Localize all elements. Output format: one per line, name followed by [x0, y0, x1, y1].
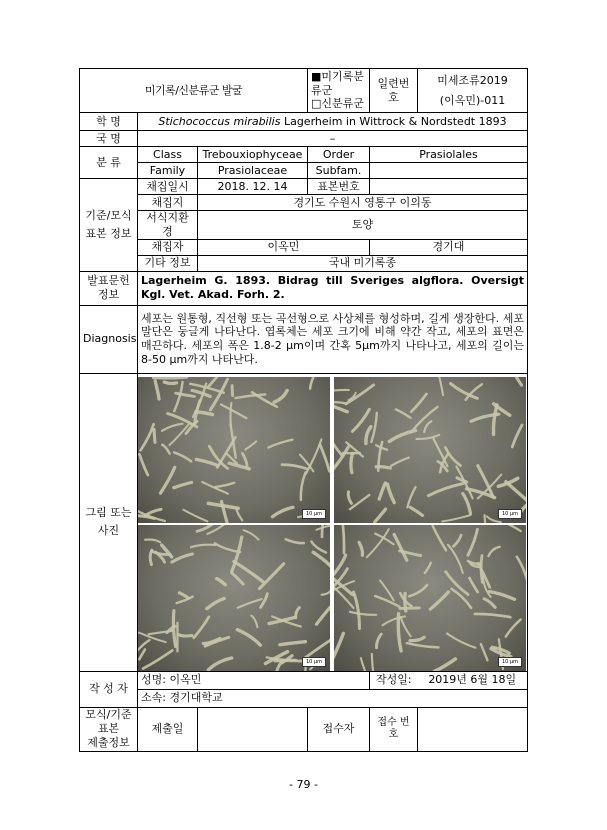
algal-cell — [221, 404, 246, 418]
algal-cell — [351, 453, 353, 472]
algal-cell — [238, 599, 262, 608]
algal-cell — [506, 482, 526, 506]
new-taxon-check: □신분류군 — [311, 97, 364, 111]
algal-cell — [282, 465, 307, 469]
etc-info-label: 기타 정보 — [138, 255, 198, 271]
algal-cell — [208, 503, 238, 508]
specimen-form — [79, 68, 527, 752]
algal-cell — [232, 573, 243, 584]
algal-cell — [139, 454, 147, 475]
page-number: - 79 - — [289, 778, 318, 791]
collection-site-value: 경기도 수원시 영통구 이의동 — [198, 195, 528, 211]
scale-bar-1: 10 μm — [302, 509, 326, 519]
scale-bar-3: 10 μm — [302, 657, 326, 667]
algal-cell — [405, 594, 406, 611]
algal-cell — [161, 467, 175, 493]
algal-cell — [409, 585, 427, 596]
algal-cell — [154, 429, 155, 442]
algal-cell — [173, 611, 175, 647]
algal-cell — [162, 445, 169, 454]
algal-cell — [244, 530, 259, 539]
algal-cell — [394, 534, 407, 560]
algal-cell — [484, 599, 495, 608]
algal-cell — [379, 483, 385, 499]
algal-cell — [447, 634, 475, 648]
algal-cell — [155, 381, 159, 399]
algal-cell — [442, 515, 470, 521]
algal-cell — [342, 525, 344, 553]
algal-cell — [276, 661, 283, 671]
algal-cell — [485, 515, 486, 523]
algal-cell — [428, 483, 463, 495]
algal-cell — [141, 424, 154, 450]
algal-cell — [174, 452, 191, 461]
receipt-no-label: 접수 번호 — [370, 707, 418, 751]
collection-date-label: 채집일시 — [138, 179, 198, 195]
korean-name-label: 국 명 — [80, 131, 138, 147]
algal-cell — [334, 555, 346, 574]
algal-cell — [217, 579, 225, 585]
collection-date-value: 2018. 12. 14 — [198, 179, 308, 195]
algal-cell — [468, 529, 477, 555]
algal-cell — [489, 592, 514, 600]
micrograph-1 — [138, 377, 330, 523]
algal-cell — [316, 606, 330, 624]
algal-cell — [208, 658, 231, 670]
genus-species: Stichococcus mirabilis — [158, 114, 281, 128]
scale-bar-4: 10 μm — [498, 657, 522, 667]
algal-cell — [153, 377, 187, 378]
scientific-name-label: 학 명 — [80, 113, 138, 131]
algal-cell — [191, 545, 216, 547]
receipt-no-value — [418, 707, 528, 751]
algal-cell — [272, 507, 293, 516]
algal-cell — [448, 545, 463, 573]
collector-label: 채집자 — [138, 239, 198, 255]
algal-cell — [280, 642, 306, 645]
algal-cell — [506, 620, 521, 637]
order-label: Order — [308, 147, 370, 163]
class-label: Class — [138, 147, 198, 163]
algal-cell — [334, 633, 343, 660]
algal-cell — [237, 509, 243, 520]
algal-cell — [346, 385, 374, 404]
collection-site-label: 채집지 — [138, 195, 198, 211]
algal-cell — [172, 554, 192, 562]
scientific-name — [138, 113, 528, 131]
algal-cell — [177, 597, 193, 603]
class-value: Trebouxiophyceae — [198, 147, 308, 163]
algal-cell — [391, 458, 409, 466]
algal-cell — [411, 394, 426, 412]
unrecorded-taxon-check: ■미기록분류군 — [311, 69, 364, 97]
algal-cell — [251, 616, 257, 628]
algal-cell — [376, 467, 390, 468]
algal-cell — [375, 596, 399, 606]
algal-cell — [197, 525, 213, 531]
order-value: Prasiolales — [370, 147, 528, 163]
specimen-no-value — [370, 179, 528, 195]
algal-cell — [310, 377, 317, 389]
algal-cell — [424, 421, 431, 432]
author-date-label: 작성일: — [370, 671, 418, 689]
algal-cell — [286, 539, 304, 543]
algal-cell — [512, 425, 522, 447]
publication-value: Lagerheim G. 1893. Bidrag till Sveriges algflora. Oversigt Kgl. Vet. Akad. Forh. 2. — [138, 271, 528, 305]
algal-cell — [366, 427, 371, 444]
algal-cell — [401, 617, 411, 636]
algal-cell — [174, 482, 192, 487]
algal-cell — [387, 484, 394, 502]
algal-cell — [463, 494, 471, 514]
algal-cell — [350, 495, 369, 509]
classification-label: 분 류 — [80, 147, 138, 179]
algal-cell — [194, 617, 209, 638]
algal-cell — [179, 593, 188, 598]
diagnosis-value: 세포는 원통형, 직선형 또는 곡선형으로 사상체를 형성하며, 길게 생장한다. 세포 말단은 둥글게 나타난다. 엽록체는 세포 크기에 비해 약간 작고, 세포의 표면은 매끈하다. 세포의 폭은 1.8-2 μm이며 간혹 5μm까지 나타나고, 세포의 길이는 8-50 μm까지 나타난다. — [138, 305, 528, 373]
diagnosis-label: Diagnosis — [80, 305, 138, 373]
subfam-value — [370, 163, 528, 179]
algal-cell — [348, 492, 351, 504]
algal-cell — [493, 405, 496, 435]
algal-cell — [361, 658, 369, 671]
algal-cell — [425, 563, 431, 573]
algal-cell — [260, 564, 284, 589]
algal-cell — [320, 445, 329, 472]
algal-cell — [179, 635, 192, 636]
scale-bar-2: 10 μm — [498, 509, 522, 519]
algal-cell — [143, 650, 172, 668]
taxon-type-checkboxes — [308, 69, 370, 113]
algal-cell — [435, 659, 456, 671]
figure-label: 그림 또는 사진 — [80, 373, 138, 671]
algal-cell — [174, 382, 182, 411]
publication-label: 발표문헌 정보 — [80, 271, 138, 305]
receiver-label: 접수자 — [308, 707, 370, 751]
serial-value-line2: (이옥민)-011 — [439, 93, 506, 107]
habitat-label: 서식지환경 — [138, 211, 198, 240]
serial-label: 일련번호 — [370, 69, 418, 113]
algal-cell — [145, 540, 160, 543]
author-affiliation: 소속: 경기대학교 — [138, 689, 528, 707]
algal-cell — [410, 507, 422, 515]
algal-cell — [207, 598, 224, 608]
algal-cell — [296, 608, 300, 618]
algal-cell — [162, 424, 182, 431]
algal-cell — [375, 509, 386, 522]
family-value: Prasiolaceae — [198, 163, 308, 179]
author-name: 성명: 이옥민 — [138, 671, 370, 689]
micrograph-grid — [138, 377, 528, 667]
author-label: 작 성 자 — [80, 671, 138, 707]
algal-cell — [511, 377, 521, 385]
algal-cell — [261, 594, 268, 608]
algal-cell — [416, 435, 439, 439]
algal-cell — [164, 382, 176, 383]
submit-date-label: 제출일 — [138, 707, 198, 751]
algal-cell — [453, 535, 461, 546]
collector-value: 이옥민 — [198, 239, 370, 255]
algal-cell — [268, 440, 292, 448]
algal-cell — [145, 509, 161, 515]
algal-cell — [367, 529, 389, 557]
algal-cell — [359, 542, 362, 555]
algal-cell — [301, 472, 306, 500]
algal-cell — [410, 637, 424, 640]
author-date-value: 2019년 6월 18일 — [418, 671, 528, 689]
algal-cell — [245, 441, 256, 449]
korean-name-value: – — [138, 131, 528, 147]
algal-cell — [196, 412, 213, 415]
micrograph-4 — [334, 525, 526, 671]
micrograph-2 — [334, 377, 526, 523]
micrograph-3 — [138, 525, 330, 671]
algal-cell — [497, 525, 520, 531]
algal-cell — [372, 654, 375, 671]
algal-cell — [243, 453, 248, 466]
algal-cell — [354, 592, 360, 628]
algal-cell — [436, 377, 443, 395]
algal-cell — [488, 547, 499, 556]
algal-cell — [452, 589, 472, 608]
algal-cell — [376, 634, 381, 648]
specimen-info-label: 기준/모식 표본 정보 — [80, 179, 138, 272]
algal-cell — [208, 377, 217, 387]
etc-info-value: 국내 미기록종 — [198, 255, 528, 271]
algal-cell — [237, 630, 260, 645]
subfam-label: Subfam. — [308, 163, 370, 179]
algal-cell — [433, 526, 446, 551]
algal-cell — [481, 644, 488, 660]
algal-cell — [231, 403, 232, 424]
figure-cell — [138, 373, 528, 671]
algal-cell — [313, 552, 330, 570]
algal-cell — [430, 592, 448, 609]
algal-cell — [196, 459, 217, 465]
algal-cell — [334, 447, 348, 471]
submission-label: 모식/기준 표본 제출정보 — [80, 707, 138, 751]
serial-value — [418, 69, 528, 113]
algal-cell — [334, 430, 342, 456]
algal-cell — [407, 487, 415, 507]
algal-cell — [322, 590, 330, 595]
habitat-value: 토양 — [198, 211, 528, 240]
serial-value-line1: 미세조류2019 — [437, 73, 508, 87]
collector-org: 경기대 — [370, 239, 528, 255]
authority: Lagerheim in Wittrock & Nordstedt 1893 — [280, 114, 507, 128]
family-label: Family — [138, 163, 198, 179]
algal-cell — [517, 557, 526, 591]
algal-cell — [470, 578, 478, 592]
submit-date-value — [198, 707, 308, 751]
form-title: 미기록/신분류군 발굴 — [80, 69, 308, 113]
algal-cell — [352, 409, 369, 431]
algal-cell — [396, 409, 411, 417]
algal-cell — [139, 649, 145, 659]
algal-cell — [475, 614, 511, 617]
algal-cell — [334, 587, 354, 608]
specimen-no-label: 표본번호 — [308, 179, 370, 195]
algal-cell — [215, 543, 240, 552]
algal-cell — [274, 390, 287, 402]
algal-cell — [407, 643, 438, 647]
algal-cell — [183, 510, 207, 522]
algal-cell — [350, 612, 376, 615]
algal-cell — [334, 390, 349, 392]
algal-cell — [215, 483, 234, 487]
